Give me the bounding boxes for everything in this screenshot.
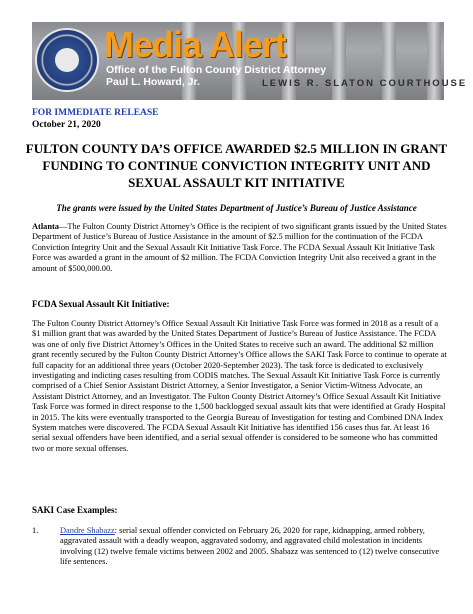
saki-paragraph: The Fulton County District Attorney’s Office Sexual Assault Kit Initiative Task Force was formed in 2018 as a result of a $1 million grant that was awarded by the United States Department of Justice’s Bureau of Justice Assistance. The FCDA was one of only five District Attorney’s Offices in the United States to receive such an award. The additional $2 million grant recently secured by the Fulton County District Attorney’s Office allows the SAKI Task Force to continue to operate at full capacity for an additional three years (October 2020-September 2023). The task force is dedicated to exclusively investigating and indicting cases resulting from CODIS matches. The Sexual Assault Kit Initiative Task Force is currently comprised of a Chief Senior Assistant District Attorney, a Senior Investigator, a Senior Victim-Witness Advocate, an Assistant District Attorney, and an Investigator. The Fulton County District Attorney’s Office Sexual Assault Kit Initiative Task Force was formed in direct response to the 1,500 backlogged sexual assault kits that were identified at Grady Hospital in 2015. The kits were eventually transported to the Georgia Bureau of Investigation for testing and Combined DNA Index System matches were discovered. The FCDA Sexual Assault Kit Initiative has identified 156 cases thus far. At least 16 serial sexual offenders have been identified, and a serial sexual offender is considered to be someone who has committed two or more sexual offenses. [32, 319, 447, 453]
headline: FULTON COUNTY DA’S OFFICE AWARDED $2.5 MILLION IN GRANT FUNDING TO CONTINUE CONVICTION INTEGRITY UNIT AND SEXUAL ASSAULT KIT INITIATIVE [25, 141, 448, 190]
section-heading-saki: FCDA Sexual Assault Kit Initiative: [32, 299, 170, 309]
release-date: October 21, 2020 [32, 120, 101, 130]
section-heading-cases: SAKI Case Examples: [32, 505, 118, 515]
courthouse-engraving: LEWIS R. SLATON COURTHOUSE [262, 78, 468, 89]
banner-title: Media Alert [104, 24, 286, 65]
intro-paragraph [32, 222, 448, 274]
release-label: FOR IMMEDIATE RELEASE [32, 108, 159, 118]
case-text: : serial sexual offender convicted on February 26, 2020 for rape, kidnapping, armed robbery, aggravated assault with a deadly weapon, aggravated sodomy, and aggravated child molestation in incidents involving (12) twelve female victims between 2002 and 2005. Shabazz was sentenced to (12) twelve consecutive life sentences. [60, 526, 440, 567]
county-seal-icon [35, 28, 99, 92]
subheadline: The grants were issued by the United States Department of Justice’s Bureau of Justice Assistance [56, 203, 417, 213]
case-body [60, 526, 450, 568]
banner-da-name: Paul L. Howard, Jr. [106, 76, 200, 88]
dateline: Atlanta [32, 222, 59, 231]
case-name-link[interactable]: Dandre Shabazz [60, 526, 115, 535]
media-alert-banner [32, 22, 468, 100]
intro-text: —The Fulton County District Attorney’s Office is the recipient of two significant grants issued by the United States Department of Justice’s Bureau of Justice Assistance in the amount of $2.5 million for the continuation of the FCDA Conviction Integrity Unit and the Sexual Assault Kit Initiative Task Force. The FCDA Sexual Assault Kit Initiative Task Force was awarded a grant in the amount of $2 million. The FCDA Conviction Integrity Unit also received a grant in the amount of $500,000.00. [32, 222, 447, 273]
case-number: 1. [32, 526, 39, 535]
banner-office-line: Office of the Fulton County District Attorney [106, 64, 327, 76]
